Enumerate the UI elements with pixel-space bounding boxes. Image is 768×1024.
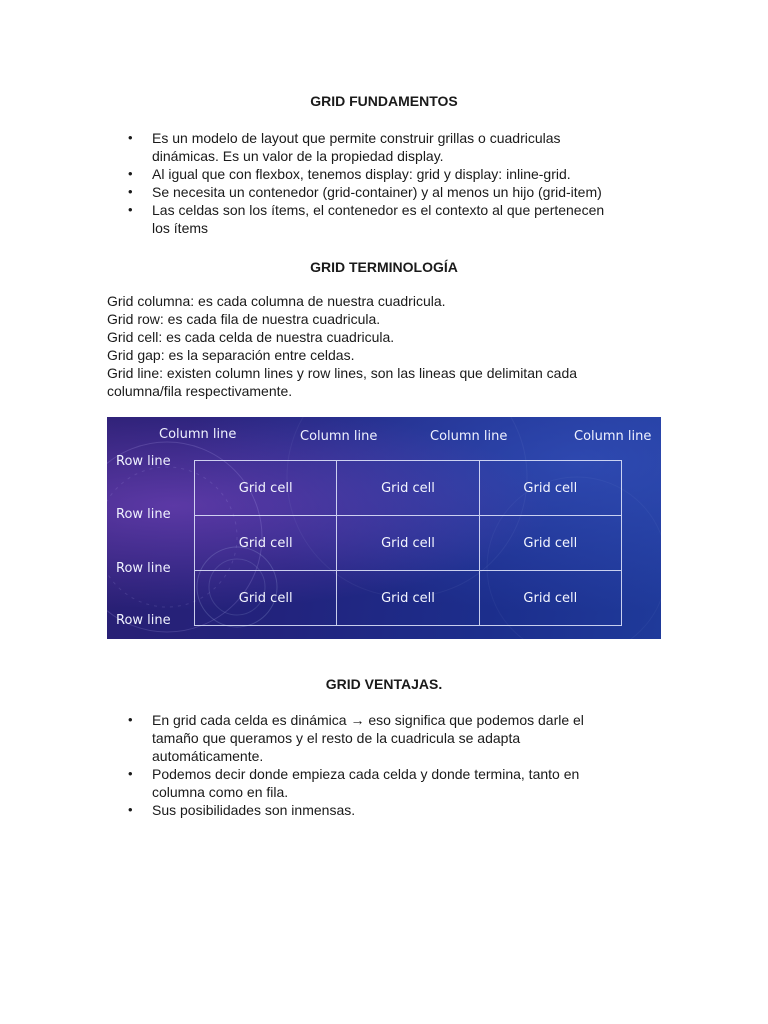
list-item: • Se necesita un contenedor (grid-container) y al menos un hijo (grid-item) bbox=[128, 184, 602, 200]
row-line-label: Row line bbox=[116, 613, 171, 628]
terminologia-text bbox=[107, 292, 667, 400]
term-line: Grid row: es cada fila de nuestra cuadricula. bbox=[107, 311, 381, 327]
bullet: • bbox=[128, 166, 133, 181]
term-line: Grid line: existen column lines y row lines, son las lineas que delimitan cada bbox=[107, 365, 578, 381]
list-item: • Es un modelo de layout que permite construir grillas o cuadriculas dinámicas. Es un valor de la propiedad display. bbox=[128, 130, 561, 164]
grid-diagram-image bbox=[107, 417, 661, 639]
bullet: • bbox=[128, 766, 133, 781]
row-line-label: Row line bbox=[116, 561, 171, 576]
section-title-ventajas: GRID VENTAJAS. bbox=[325, 676, 443, 692]
bullet: • bbox=[128, 202, 133, 217]
ventajas-list bbox=[107, 711, 667, 819]
bullet: • bbox=[128, 712, 133, 727]
term-line: columna/fila respectivamente. bbox=[107, 383, 293, 399]
section-title-fundamentos: GRID FUNDAMENTOS bbox=[310, 93, 458, 109]
term-line: Grid gap: es la separación entre celdas. bbox=[107, 347, 355, 363]
list-item: • Podemos decir donde empieza cada celda y donde termina, tanto en columna como en fila. bbox=[128, 766, 580, 800]
grid-cell: Grid cell bbox=[480, 571, 622, 626]
grid-cell: Grid cell bbox=[480, 516, 622, 571]
list-item: • Sus posibilidades son inmensas. bbox=[128, 802, 356, 818]
list-item: • Al igual que con flexbox, tenemos display: grid y display: inline-grid. bbox=[128, 166, 571, 182]
grid-cell: Grid cell bbox=[337, 571, 479, 626]
list-item: • Las celdas son los ítems, el contenedor es el contexto al que pertenecen los ítems bbox=[128, 202, 605, 236]
row-line-label: Row line bbox=[116, 454, 171, 469]
section-title-terminologia: GRID TERMINOLOGÍA bbox=[310, 259, 458, 275]
row-line-label: Row line bbox=[116, 507, 171, 522]
column-line-label: Column line bbox=[430, 429, 508, 444]
grid-cell: Grid cell bbox=[195, 461, 337, 516]
grid-cell: Grid cell bbox=[195, 516, 337, 571]
grid-cell: Grid cell bbox=[195, 571, 337, 626]
column-line-label: Column line bbox=[159, 427, 237, 442]
bullet: • bbox=[128, 130, 133, 145]
term-line: Grid cell: es cada celda de nuestra cuadricula. bbox=[107, 329, 395, 345]
column-line-label: Column line bbox=[574, 429, 652, 444]
list-item: • En grid cada celda es dinámica → eso significa que podemos darle el tamaño que queramos y el resto de la cuadricula se adapta automáticamente. bbox=[128, 712, 584, 764]
bullet: • bbox=[128, 184, 133, 199]
grid-cell: Grid cell bbox=[337, 516, 479, 571]
term-line: Grid columna: es cada columna de nuestra cuadricula. bbox=[107, 293, 446, 309]
grid-cells bbox=[194, 460, 622, 626]
bullet: • bbox=[128, 802, 133, 817]
column-line-label: Column line bbox=[300, 429, 378, 444]
grid-cell: Grid cell bbox=[337, 461, 479, 516]
grid-cell: Grid cell bbox=[480, 461, 622, 516]
fundamentos-list bbox=[107, 129, 667, 237]
